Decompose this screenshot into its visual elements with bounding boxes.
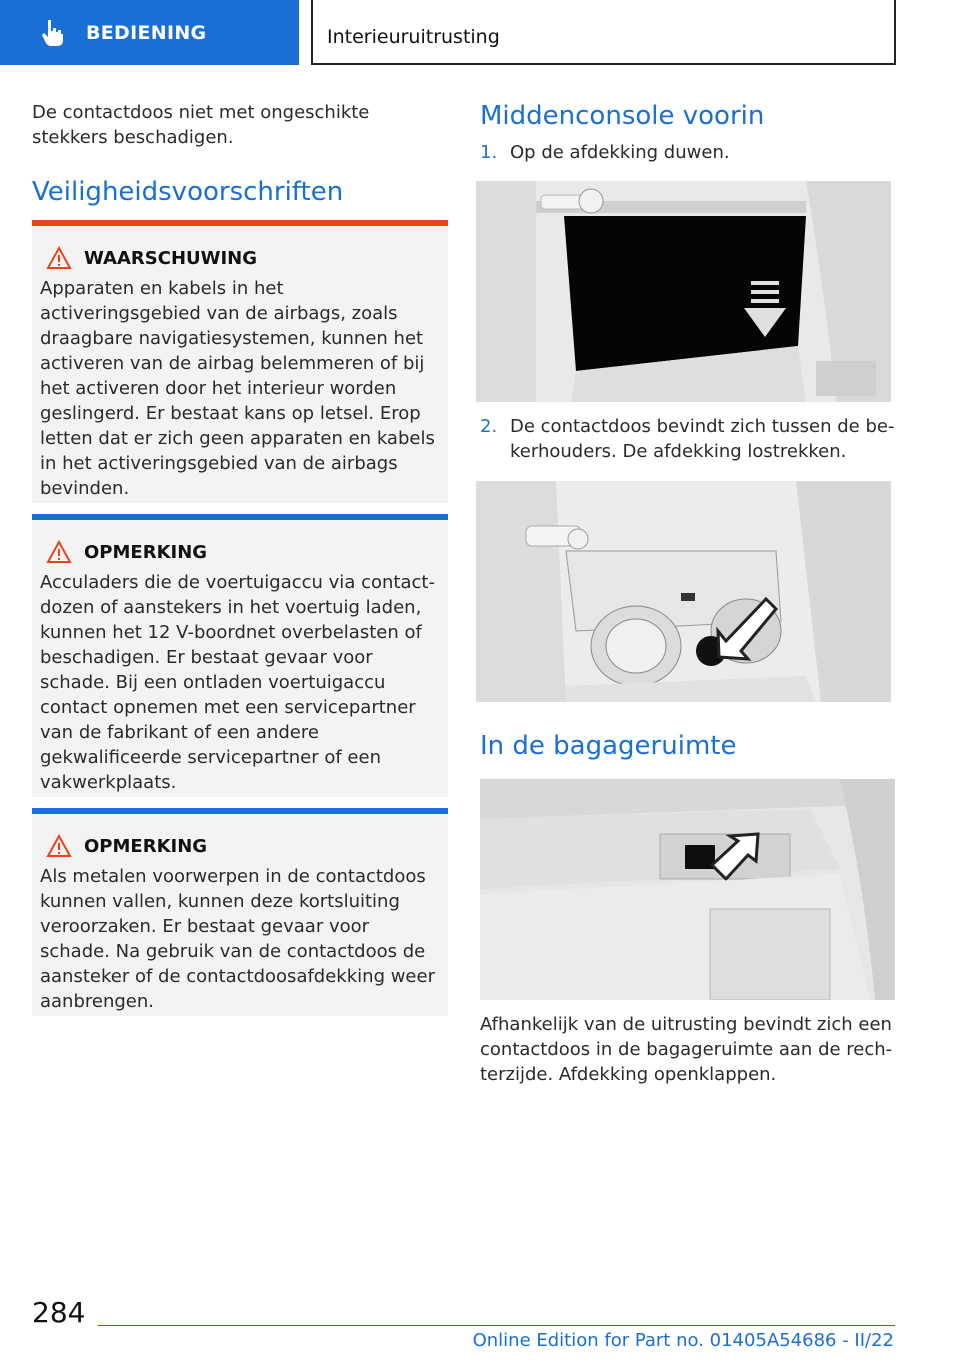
note-box-2	[32, 808, 448, 1016]
trunk-title: In de bagageruimte	[480, 731, 737, 761]
center-console-title: Middenconsole voorin	[480, 101, 765, 131]
warning-triangle-icon	[46, 834, 72, 858]
note-heading-2: OPMERKING	[84, 835, 208, 857]
warning-triangle-icon	[46, 540, 72, 564]
warning-text: Apparaten en kabels in het activeringsgebied van de airbags, zoals draagbare navigatiesystemen, kunnen het activeren van de airbag belemmeren of bij het activeren door het interieur worden geslingerd. Er bestaat kans op letsel. Erop letten dat er zich geen apparaten en kabels in het activeringsgebied van de airbags bevinden.	[40, 278, 435, 499]
warning-triangle-icon	[46, 246, 72, 270]
step-text: De contactdoos bevindt zich tussen de bekerhouders. De afdekking lostrekken.	[510, 416, 895, 462]
trunk-text: Afhankelijk van de uitrusting bevindt zich een contactdoos in de bagageruimte aan de rechterzijde. Afdekking openklappen.	[480, 1014, 893, 1085]
note-text-2: Als metalen voorwerpen in de contactdoos kunnen vallen, kunnen deze kortsluiting veroorzaken. Er bestaat gevaar voor schade. Na gebruik van de contactdoos de aansteker of de contactdoosafdekking weer aanbrengen.	[40, 866, 435, 1012]
trunk-socket-illustration	[480, 779, 895, 1000]
footer-divider	[98, 1325, 895, 1326]
step-2	[480, 414, 896, 464]
console-cover-photo	[476, 181, 891, 402]
chapter-header	[311, 0, 896, 65]
console-socket-photo	[476, 481, 891, 702]
section-tab-label: BEDIENING	[86, 21, 207, 44]
note-heading-1: OPMERKING	[84, 541, 208, 563]
console-cover-illustration	[476, 181, 891, 402]
left-column	[32, 100, 448, 208]
trunk-socket-photo	[480, 779, 895, 1000]
warning-box	[32, 220, 448, 503]
chapter-title: Interieuruitrusting	[327, 26, 500, 48]
step-text: Op de afdekking duwen.	[510, 142, 730, 163]
note-box-1	[32, 514, 448, 797]
step-1	[480, 140, 896, 165]
step-number: 1.	[480, 142, 498, 163]
step-number: 2.	[480, 416, 498, 437]
warning-heading: WAARSCHUWING	[84, 247, 258, 269]
note-text-1: Acculaders die de voertuigaccu via contactdozen of aanstekers in het voertuig laden, kunnen het 12 V-boordnet overbelasten of beschadigen. Er bestaat gevaar voor schade. Bij een ontladen voertuigaccu contact opnemen met een servicepartner van de fabrikant of een andere gekwalificeerde servicepartner of een vakwerkplaats.	[40, 572, 435, 793]
intro-text: De contactdoos niet met ongeschikte stekkers beschadigen.	[32, 102, 370, 148]
console-socket-illustration	[476, 481, 891, 702]
safety-title: Veiligheidsvoorschriften	[32, 177, 344, 207]
hand-pointer-icon	[40, 18, 66, 48]
edition-link[interactable]: Online Edition for Part no. 01405A54686 - II/22	[472, 1330, 894, 1351]
section-tab[interactable]	[0, 0, 299, 65]
page-number: 284	[32, 1296, 86, 1329]
